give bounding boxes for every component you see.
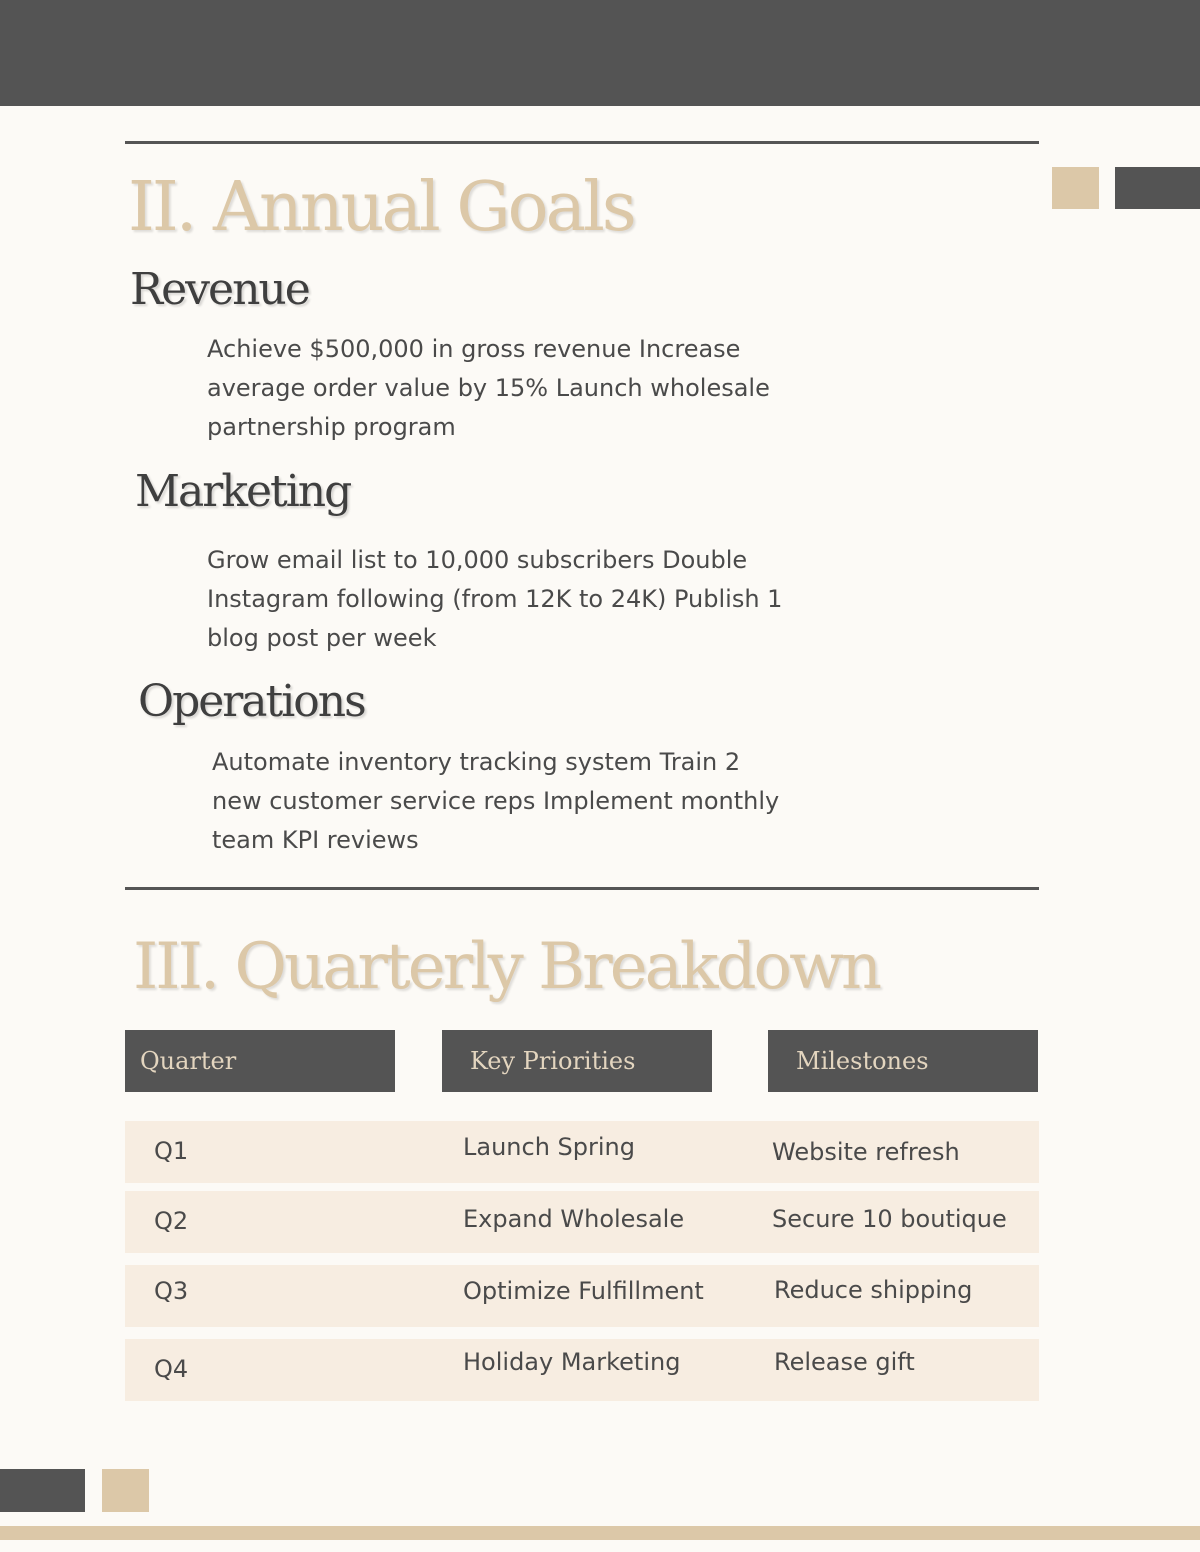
- marketing-heading: Marketing: [135, 466, 351, 517]
- table-row: [125, 1265, 1039, 1327]
- table-row: [125, 1121, 1039, 1183]
- priority-cell: Launch Spring: [463, 1133, 635, 1161]
- milestone-cell: Website refresh: [772, 1138, 960, 1166]
- annual-goals-title: II. Annual Goals: [128, 168, 634, 247]
- tan-square-decoration: [102, 1469, 149, 1512]
- table-row: [125, 1339, 1039, 1401]
- marketing-line-3: blog post per week: [207, 624, 437, 652]
- middle-divider: [125, 887, 1039, 890]
- quarter-cell: Q3: [154, 1277, 189, 1305]
- priority-cell: Expand Wholesale: [463, 1205, 685, 1233]
- quarterly-breakdown-title: III. Quarterly Breakdown: [133, 930, 880, 1004]
- marketing-goals: [207, 541, 782, 658]
- quarter-cell: Q2: [154, 1207, 189, 1235]
- dark-block-decoration: [0, 1469, 85, 1512]
- milestone-cell: Reduce shipping: [774, 1276, 973, 1304]
- dark-block-decoration: [1115, 167, 1200, 209]
- top-banner: [0, 0, 1200, 106]
- revenue-heading: Revenue: [130, 264, 309, 315]
- quarter-cell: Q1: [154, 1137, 189, 1165]
- header-key-priorities: Key Priorities: [442, 1030, 712, 1092]
- priority-cell: Holiday Marketing: [463, 1348, 681, 1376]
- operations-goals: [212, 743, 779, 860]
- milestone-cell: Secure 10 boutique: [772, 1205, 1007, 1233]
- marketing-line-2: Instagram following (from 12K to 24K) Publish 1: [207, 585, 783, 613]
- tan-square-decoration: [1052, 167, 1099, 209]
- quarter-cell: Q4: [154, 1355, 189, 1383]
- bottom-stripe: [0, 1526, 1200, 1540]
- operations-heading: Operations: [138, 676, 365, 727]
- revenue-line-3: partnership program: [207, 413, 456, 441]
- marketing-line-1: Grow email list to 10,000 subscribers Double: [207, 546, 748, 574]
- header-quarter: Quarter: [125, 1030, 395, 1092]
- top-divider: [125, 141, 1039, 144]
- priority-cell: Optimize Fulfillment: [463, 1277, 704, 1305]
- table-row: [125, 1191, 1039, 1253]
- operations-line-2: new customer service reps Implement monthly: [212, 787, 780, 815]
- revenue-goals: [207, 330, 770, 447]
- milestone-cell: Release gift: [774, 1348, 915, 1376]
- operations-line-3: team KPI reviews: [212, 826, 419, 854]
- header-milestones: Milestones: [768, 1030, 1038, 1092]
- operations-line-1: Automate inventory tracking system Train 2: [212, 748, 741, 776]
- revenue-line-2: average order value by 15% Launch wholesale: [207, 374, 770, 402]
- revenue-line-1: Achieve $500,000 in gross revenue Increase: [207, 335, 741, 363]
